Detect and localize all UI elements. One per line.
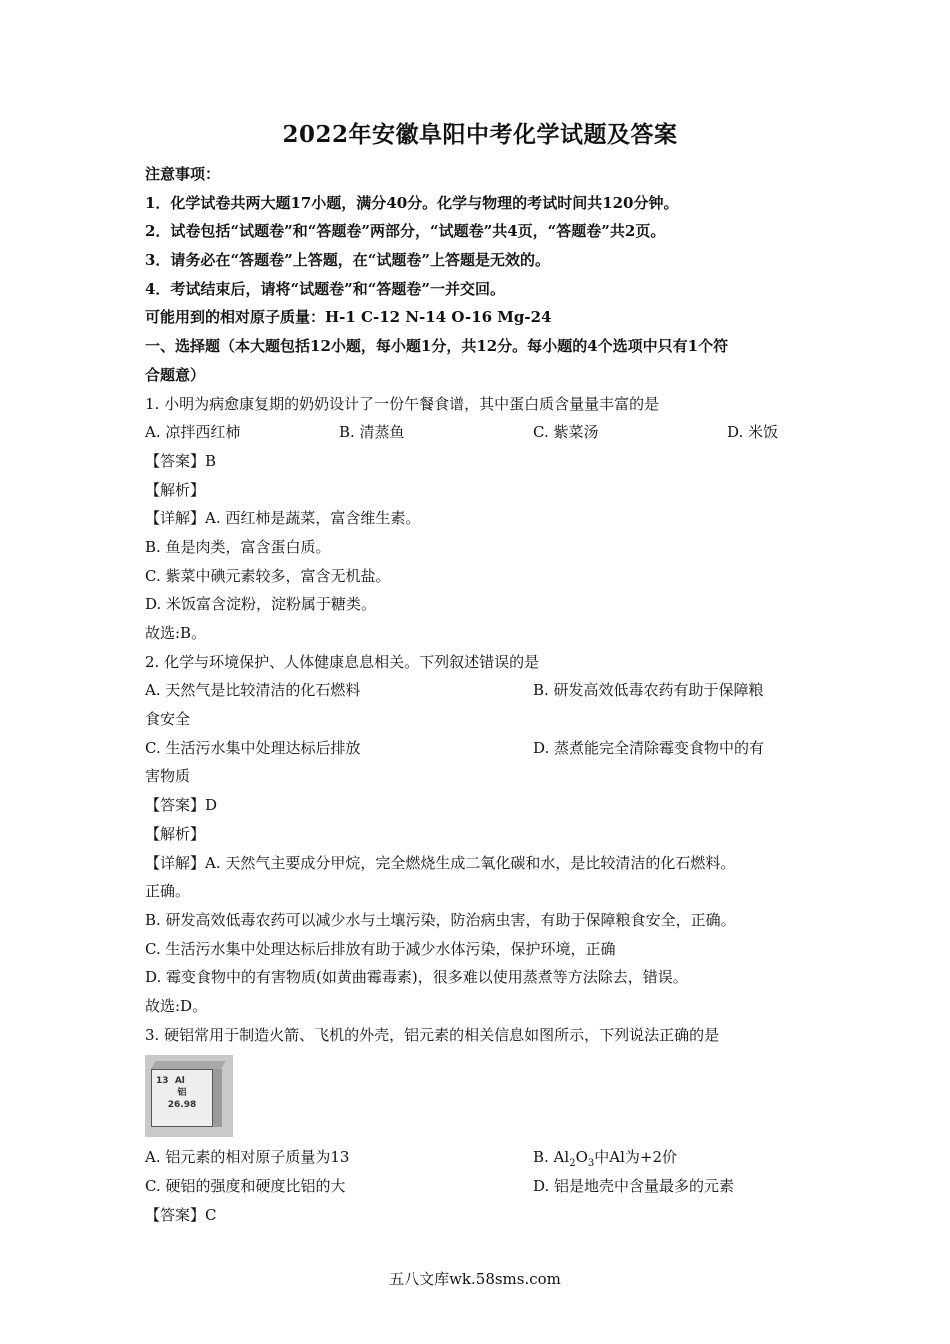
question-3-answer: 【答案】C <box>145 1205 217 1224</box>
option-b-cont: 食安全 <box>145 710 191 729</box>
option-b: B. $Al_2O_3$中Al为+2价 <box>533 1148 678 1170</box>
option-c: C. 紫菜汤 <box>533 423 599 442</box>
question-2-analysis: 【解析】 <box>145 824 206 843</box>
option-b: B. 研发高效低毒农药有助于保障粮 <box>533 681 764 700</box>
aluminum-element-figure <box>145 1055 233 1137</box>
detail-line: 正确。 <box>145 882 191 901</box>
note-item: 2．试卷包括“试题卷”和“答题卷”两部分，“试题卷”共4页，“答题卷”共2页。 <box>145 222 666 241</box>
detail-line: 【详解】A. 天然气主要成分甲烷，完全燃烧生成二氧化碳和水，是比较清洁的化石燃料。 <box>145 853 736 872</box>
detail-line: C. 紫菜中碘元素较多，富含无机盐。 <box>145 566 391 585</box>
question-2-answer: 【答案】D <box>145 796 218 815</box>
note-item: 4．考试结束后，请将“试题卷”和“答题卷”一并交回。 <box>145 279 505 298</box>
question-1-options <box>145 418 815 447</box>
question-1-stem: 1. 小明为病愈康复期的奶奶设计了一份午餐食谱，其中蛋白质含量量丰富的是 <box>145 394 660 413</box>
option-b: B. 清蒸鱼 <box>339 423 405 442</box>
question-3-stem: 3. 硬铝常用于制造火箭、飞机的外壳，铝元素的相关信息如图所示，下列说法正确的是 <box>145 1025 720 1044</box>
footer-watermark: 五八文库wk.58sms.com <box>389 1270 561 1288</box>
question-3-options-row2 <box>145 1172 815 1201</box>
question-2-options-row1 <box>145 676 815 705</box>
question-3-options-row1 <box>145 1143 815 1172</box>
option-a: A. 凉拌西红柿 <box>145 423 241 442</box>
element-name: 铝 <box>177 1088 187 1099</box>
section-heading: 一、选择题（本大题包括12小题，每小题1分，共12分。每小题的4个选项中只有1个符 <box>145 337 729 356</box>
note-item: 1．化学试卷共两大题17小题，满分40分。化学与物理的考试时间共120分钟。 <box>145 193 679 212</box>
detail-line: D. 霉变食物中的有害物质(如黄曲霉毒素)，很多难以使用蒸煮等方法除去，错误。 <box>145 968 688 987</box>
detail-line: B. 鱼是肉类，富含蛋白质。 <box>145 537 331 556</box>
document-title: 2022年安徽阜阳中考化学试题及答案 <box>282 121 678 148</box>
option-a: A. 天然气是比较清洁的化石燃料 <box>145 681 361 700</box>
atomic-number: 13 <box>156 1076 169 1087</box>
option-d: D. 米饭 <box>727 423 779 442</box>
option-d: D. 铝是地壳中含量最多的元素 <box>533 1177 735 1195</box>
option-c: C. 生活污水集中处理达标后排放 <box>145 738 361 757</box>
element-symbol: Al <box>174 1076 185 1087</box>
detail-line: B. 研发高效低毒农药可以减少水与土壤污染，防治病虫害，有助于保障粮食安全，正确。 <box>145 910 736 929</box>
section-heading-cont: 合题意） <box>145 365 206 384</box>
detail-line: D. 米饭富含淀粉，淀粉属于糖类。 <box>145 595 377 614</box>
atomic-mass-line: 可能用到的相对原子质量：H-1 C-12 N-14 O-16 Mg-24 <box>145 308 552 327</box>
option-c: C. 硬铝的强度和硬度比铝的大 <box>145 1177 346 1195</box>
question-2-options-row2 <box>145 734 815 763</box>
note-item: 3．请务必在“答题卷”上答题，在“试题卷”上答题是无效的。 <box>145 251 550 270</box>
detail-line: 故选:B。 <box>145 624 207 642</box>
atomic-mass: 26.98 <box>167 1100 197 1111</box>
question-1-answer: 【答案】B <box>145 451 217 470</box>
option-d: D. 蒸煮能完全清除霉变食物中的有 <box>533 738 765 757</box>
option-d-cont: 害物质 <box>145 767 191 786</box>
notes-heading: 注意事项： <box>145 165 221 183</box>
detail-line: C. 生活污水集中处理达标后排放有助于减少水体污染，保护环境，正确 <box>145 939 616 958</box>
detail-line: 【详解】A. 西红柿是蔬菜，富含维生素。 <box>145 509 421 528</box>
document-body <box>145 160 815 1229</box>
detail-line: 故选:D。 <box>145 996 208 1015</box>
option-a: A. 铝元素的相对原子质量为13 <box>145 1148 350 1167</box>
element-tile <box>151 1069 213 1127</box>
question-2-stem: 2. 化学与环境保护、人体健康息息相关。下列叙述错误的是 <box>145 652 540 671</box>
question-1-analysis: 【解析】 <box>145 480 206 499</box>
